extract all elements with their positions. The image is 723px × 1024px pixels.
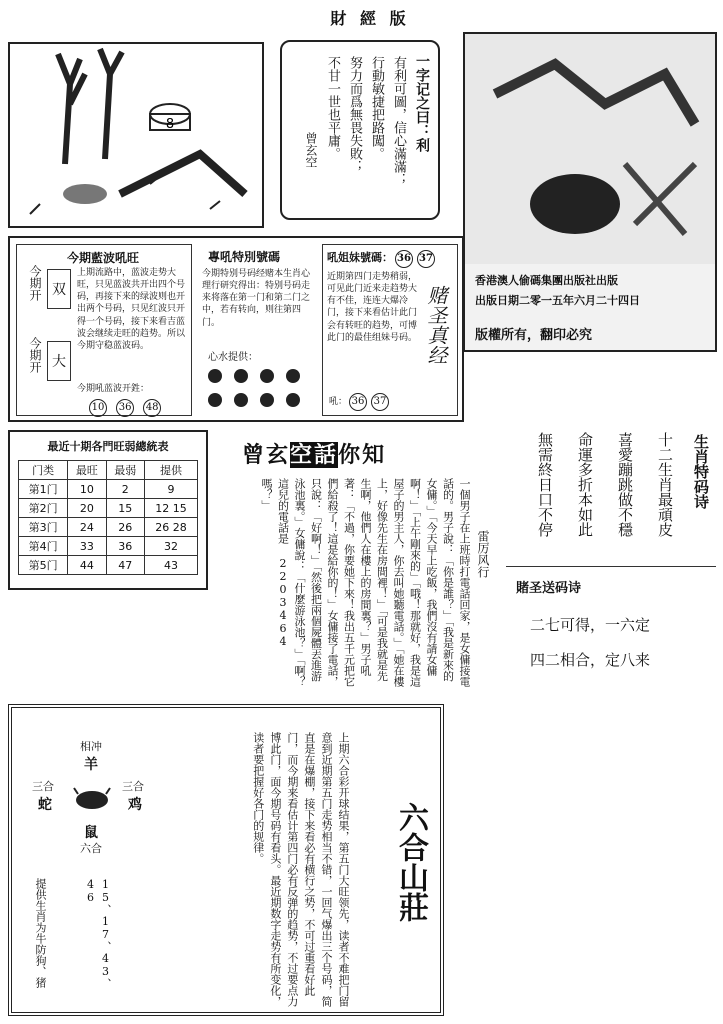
sister-title-text: 吼姐妹號碼： [327, 251, 393, 264]
zodiac-poem-line: 十二生肖最頑皮 [656, 432, 674, 537]
zodiac-top-label: 相冲 [80, 740, 102, 753]
cell: 20 [68, 499, 106, 518]
cell [144, 518, 197, 537]
zodiac-poem [520, 428, 716, 558]
zodiac-poem-title: 生肖特码诗 [692, 434, 710, 509]
table-row [19, 480, 198, 499]
story-title [242, 438, 386, 469]
story-title-char: 玄 [266, 442, 291, 468]
gambler-poem-title: 賭圣送码诗 [516, 581, 582, 596]
blue-number: 48 [143, 399, 161, 417]
forecast-strip [8, 236, 464, 422]
special-code-title: 專吼特別號碼 [208, 250, 281, 264]
cell: 9 [144, 480, 197, 499]
ad-box [463, 32, 717, 352]
cell: 10 [68, 480, 106, 499]
motto-title: 一字记之曰：利 [414, 54, 430, 152]
stats-table [18, 460, 198, 575]
sister-num: 36 [349, 393, 367, 411]
motto-author: 曾玄空 [304, 132, 318, 168]
sister-panel [322, 244, 458, 416]
blue-wave-title: 今期藍波吼旺 [67, 251, 140, 265]
sister-title [327, 249, 437, 268]
gambler-calligraphy: 赌圣真经 [424, 285, 448, 365]
zodiac-left: 蛇 [38, 797, 52, 813]
sister-body: 近期第四门走势稍弱，可见此门近来走趋势大有不佳，连连大爆冷门，接下来看估计此门会有转旺的趋势，可博此门的最佳组妹号码。 [327, 272, 418, 343]
cell: 32 [144, 537, 197, 556]
table-header: 提供 [144, 461, 197, 480]
char-double: 双 [47, 269, 71, 309]
zodiac-poem-line: 無需終日口不停 [536, 432, 554, 537]
dots-row-2 [202, 392, 306, 411]
sister-num: 37 [371, 393, 389, 411]
page-header: 財 經 版 [330, 9, 410, 28]
blue-wave-panel [16, 244, 192, 416]
cell: 43 [144, 556, 197, 575]
story-author: 雷厉风行 [476, 530, 490, 578]
motto-line-4: 不甘一世也平庸。 [325, 56, 340, 160]
table-header: 最弱 [106, 461, 144, 480]
cell-value: 28 [172, 520, 187, 534]
special-code-panel [198, 244, 318, 416]
liuhe-text: 上期六合彩开球结果，第五门大旺领先，读者不难把门留意到近期第五门走势相当不错，一回气爆出三个号码，简直是在爆棚，接下来看必有横行之势，不可过重看好此门，而今期来看估计第四门必有反弹的趋势，不过要点力博此门，面今期号码有看头。最近期数字走势有所变化，读者要把握好各门的规律。 [251, 732, 350, 1007]
motto-line-3: 努力而爲無畏失敗； [347, 56, 362, 173]
blue-wave-numbers [87, 395, 163, 417]
motto-scroll [280, 40, 440, 220]
story-title-char: 話 [314, 442, 339, 468]
ad-line-2: 出版日期二零一五年六月二十四日 [475, 294, 640, 307]
egg-number: 8 [165, 117, 175, 132]
table-header-row [19, 461, 198, 480]
sister-num: 36 [395, 250, 413, 268]
period-label-1: 今期开 [28, 265, 42, 301]
blue-number: 36 [116, 399, 134, 417]
char-big: 大 [47, 341, 71, 381]
cell-value: 26 [155, 520, 170, 534]
blue-wave-body: 上期流路中，蓝波走势大旺，只见蓝波共开出四个号码，再接下来的绿波则也开出两个号码，只见红波只开得一个号码，接下来看吉蓝波会继续走旺的趋势。所以今期守稳蓝波码。 [77, 268, 186, 351]
cell: 第1门 [19, 480, 68, 499]
dots-row-1 [202, 368, 306, 387]
story-text: 一個男子在上班時打電話回家，是女傭接電話的。男子說：「你是誰？」「我是新來的女傭。」「今天早上吃飯，我們沒有請女傭啊！」「上午剛來的」「哦！那就好，我是這屋子的男主人，你去叫她聽電話。」「她在樓上，好像先生在房間裡！」「可是我就是先生啊，他們人在樓上的房間裏？」男子吼著：「不過，你要她下來！我出五千元把它們給殺了！這是給你的！」女傭接了電話，只說：「好啊！」「然後把兩個屍體丟進游泳池裏。」女傭說：「什麼游泳池？」「啊？這兒的電話是 2203464 嗎？」 [260, 478, 471, 687]
table-row [19, 537, 198, 556]
table-row [19, 518, 198, 537]
story-title-char: 你 [338, 442, 363, 468]
gambler-poem [506, 566, 716, 696]
zodiac-poem-line: 命運多折本如此 [576, 432, 594, 537]
period-label-2: 今期开 [28, 337, 42, 373]
story-title-char: 知 [362, 442, 387, 468]
cartoon-box [8, 42, 264, 228]
heart-label: 心水提供： [208, 352, 258, 363]
table-header: 最旺 [68, 461, 106, 480]
story-title-char: 曾 [242, 442, 267, 468]
liuhe-provider: 提供生肖为牛防狗、猪 [34, 878, 47, 988]
cell: 第3门 [19, 518, 68, 537]
special-code-body: 今期特别号码经赌本生肖心理行研究得出：特别号码走来将落在第一门和第二门之中，若有转向，则往第四门。 [202, 269, 311, 328]
cell: 第2门 [19, 499, 68, 518]
liuhe-numbers: 15、17、43、46 [84, 878, 112, 989]
story-section [212, 430, 496, 700]
sister-footer [329, 393, 391, 411]
cell: 第5门 [19, 556, 68, 575]
gambler-poem-line-1: 二七可得，一六定 [530, 616, 651, 634]
cartoon-illustration [10, 44, 262, 226]
blue-number: 10 [89, 399, 107, 417]
cell: 15 [106, 499, 144, 518]
sister-footer-text: 吼： [329, 397, 348, 407]
motto-line-1: 有利可圖，信心滿滿； [391, 56, 406, 186]
ox-icon [72, 784, 112, 814]
table-row [19, 556, 198, 575]
ad-graphic [465, 34, 715, 264]
ad-line-1: 香港澳人偷碼集團出版社出版 [475, 274, 618, 287]
cell: 26 [106, 518, 144, 537]
stats-table-box [8, 430, 208, 590]
cell: 36 [106, 537, 144, 556]
zodiac-bottom: 鼠 [84, 825, 98, 841]
cell: 第4门 [19, 537, 68, 556]
table-title: 最近十期各門旺弱總統表 [47, 440, 169, 453]
gambler-poem-line-2: 四二相合，定八来 [530, 651, 651, 669]
cell: 33 [68, 537, 106, 556]
zodiac-top: 羊 [84, 757, 98, 773]
cell: 2 [106, 480, 144, 499]
table-header: 门类 [19, 461, 68, 480]
cell-value: 15 [172, 501, 187, 515]
story-title-char: 空 [290, 442, 315, 468]
zodiac-right: 鸡 [128, 797, 142, 813]
cell: 44 [68, 556, 106, 575]
ad-line-3: 版權所有，翻印必究 [475, 328, 593, 343]
sister-num: 37 [417, 250, 435, 268]
cell: 24 [68, 518, 106, 537]
liuhe-section [8, 704, 444, 1016]
blue-wave-footer: 今期吼蓝波开鉎： [77, 384, 150, 394]
liuhe-title: 六合山莊 [393, 802, 428, 922]
motto-line-2: 行動敏捷把路闖。 [369, 56, 384, 160]
zodiac-left-label: 三合 [32, 780, 54, 793]
cell [144, 499, 197, 518]
table-row [19, 499, 198, 518]
zodiac-poem-line: 喜愛蹦跳做不穩 [616, 432, 634, 537]
cell-value: 12 [155, 501, 170, 515]
zodiac-right-label: 三合 [122, 780, 144, 793]
zodiac-bottom-label: 六合 [80, 842, 102, 855]
cell: 47 [106, 556, 144, 575]
